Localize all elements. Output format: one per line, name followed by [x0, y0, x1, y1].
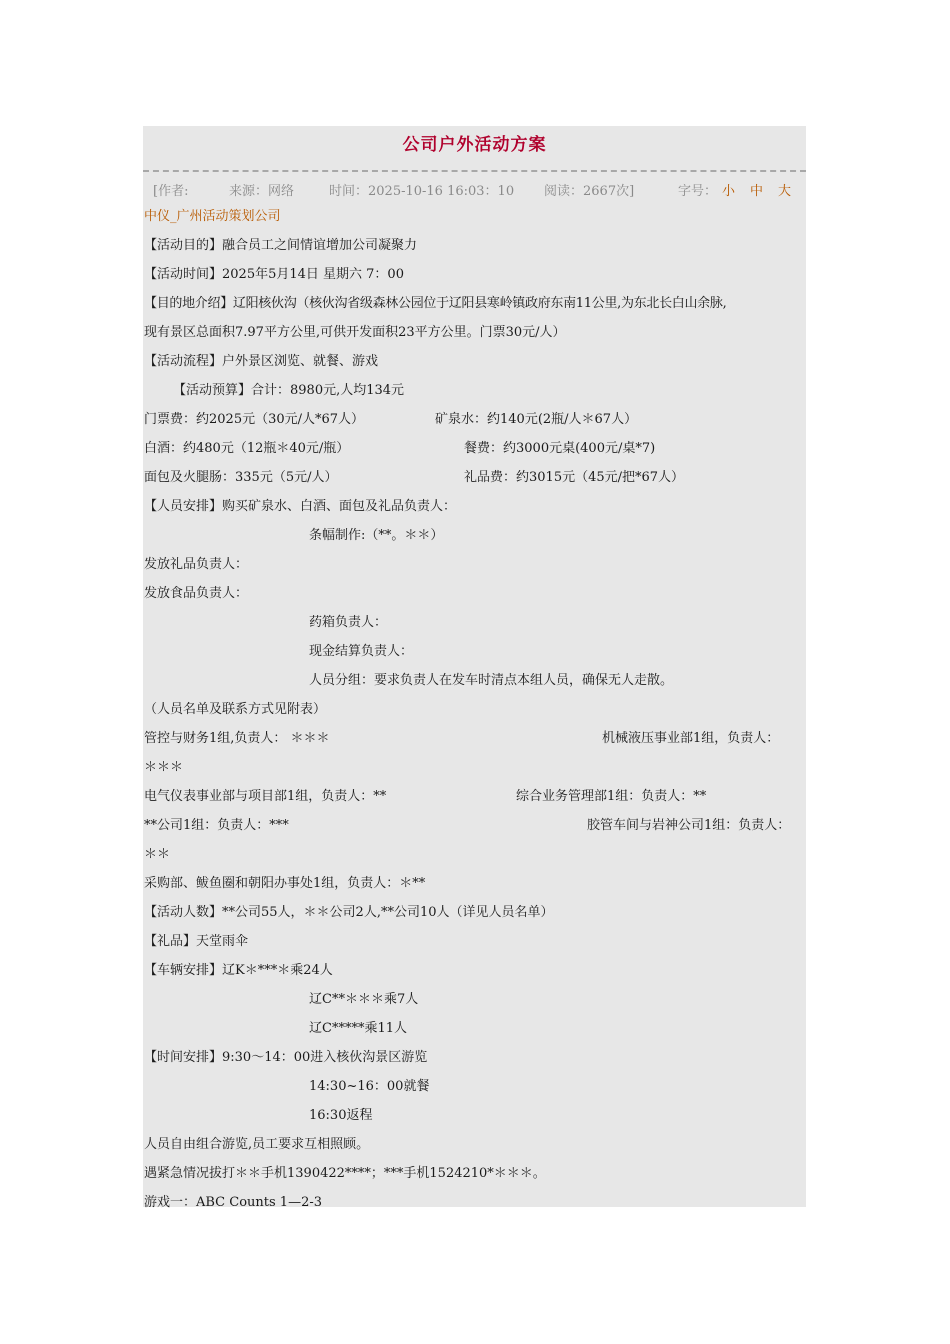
text-line: 【时间安排】9:30～14：00进入核伙沟景区游览 — [144, 1050, 428, 1065]
meta-reads: 阅读：2667次] — [544, 184, 635, 199]
text-line: 【车辆安排】辽K＊***＊乘24人 — [144, 963, 333, 978]
group-item: 机械液压事业部1组，负责人： — [602, 731, 780, 746]
meta-source: 来源：网络 — [229, 184, 295, 199]
source-link[interactable]: 中仪_广州活动策划公司 — [144, 209, 281, 224]
text-line: 【活动人数】**公司55人，＊＊公司2人,**公司10人（详见人员名单） — [144, 905, 554, 920]
group-item: 电气仪表事业部与项目部1组，负责人：** — [144, 789, 387, 804]
meta-size-label: 字号： — [678, 184, 718, 199]
text-line: 辽C**＊＊＊乘7人 — [309, 992, 419, 1007]
budget-item: 门票费：约2025元（30元/人*67人） — [144, 412, 365, 427]
budget-item: 餐费：约3000元桌(400元/桌*7) — [464, 441, 656, 456]
text-line: 14:30~16：00就餐 — [309, 1079, 430, 1094]
budget-item: 面包及火腿肠：335元（5元/人） — [144, 470, 338, 485]
text-line: 【活动目的】融合员工之间情谊增加公司凝聚力 — [144, 238, 418, 253]
font-size-medium-link[interactable]: 中 — [750, 184, 764, 199]
group-item: ＊＊ — [144, 847, 171, 862]
font-size-small-link[interactable]: 小 — [722, 184, 736, 199]
text-line: 【人员安排】购买矿泉水、白酒、面包及礼品负责人： — [144, 499, 457, 514]
article-meta — [143, 180, 806, 200]
budget-item: 礼品费：约3015元（45元/把*67人） — [464, 470, 685, 485]
text-line: 16:30返程 — [309, 1108, 373, 1123]
group-item: 综合业务管理部1组：负责人：** — [516, 789, 707, 804]
text-line: 现有景区总面积7.97平方公里,可供开发面积23平方公里。门票30元/人） — [144, 325, 566, 340]
text-line: 药箱负责人： — [309, 615, 388, 630]
text-line: 辽C*****乘11人 — [309, 1021, 407, 1036]
text-line: 遇紧急情况拔打＊＊手机1390422****；***手机1524210*＊＊＊。 — [144, 1166, 546, 1181]
group-item: ＊＊＊ — [144, 760, 184, 775]
text-line: 条幅制作:（**。＊＊） — [309, 528, 444, 543]
budget-item: 白酒：约480元（12瓶＊40元/瓶） — [144, 441, 350, 456]
text-line: 【活动时间】2025年5月14日 星期六 7：00 — [144, 267, 404, 282]
article-title: 公司户外活动方案 — [402, 135, 547, 155]
text-line: 人员分组：要求负责人在发车时清点本组人员，确保无人走散。 — [309, 673, 674, 688]
text-line: 游戏一：ABC Counts 1—2-3 — [144, 1195, 323, 1210]
group-item: 管控与财务1组,负责人： ＊＊＊ — [144, 731, 330, 746]
text-line: 发放礼品负责人： — [144, 557, 249, 572]
title-divider — [143, 170, 806, 172]
budget-item: 矿泉水：约140元(2瓶/人＊67人） — [435, 412, 638, 427]
text-line: （人员名单及联系方式见附表） — [144, 702, 327, 717]
group-item: 胶管车间与岩神公司1组：负责人： — [587, 818, 791, 833]
meta-author: [作者: — [153, 184, 189, 199]
text-line: 【活动预算】合计：8980元,人均134元 — [173, 383, 405, 398]
group-item: 采购部、鲅鱼圈和朝阳办事处1组，负责人：＊** — [144, 876, 426, 891]
text-line: 人员自由组合游览,员工要求互相照顾。 — [144, 1137, 370, 1152]
text-line: 发放食品负责人： — [144, 586, 249, 601]
font-size-large-link[interactable]: 大 — [778, 184, 792, 199]
article-panel — [143, 126, 806, 1210]
text-line: 【目的地介绍】辽阳核伙沟（核伙沟省级森林公园位于辽阳县寒岭镇政府东南11公里,为东北长白山余脉, — [144, 296, 727, 311]
text-line: 【礼品】天堂雨伞 — [144, 934, 249, 949]
text-line: 现金结算负责人： — [309, 644, 414, 659]
text-line: 【活动流程】户外景区浏览、就餐、游戏 — [144, 354, 379, 369]
meta-time: 时间：2025-10-16 16:03：10 — [329, 184, 515, 199]
group-item: **公司1组：负责人：*** — [144, 818, 289, 833]
